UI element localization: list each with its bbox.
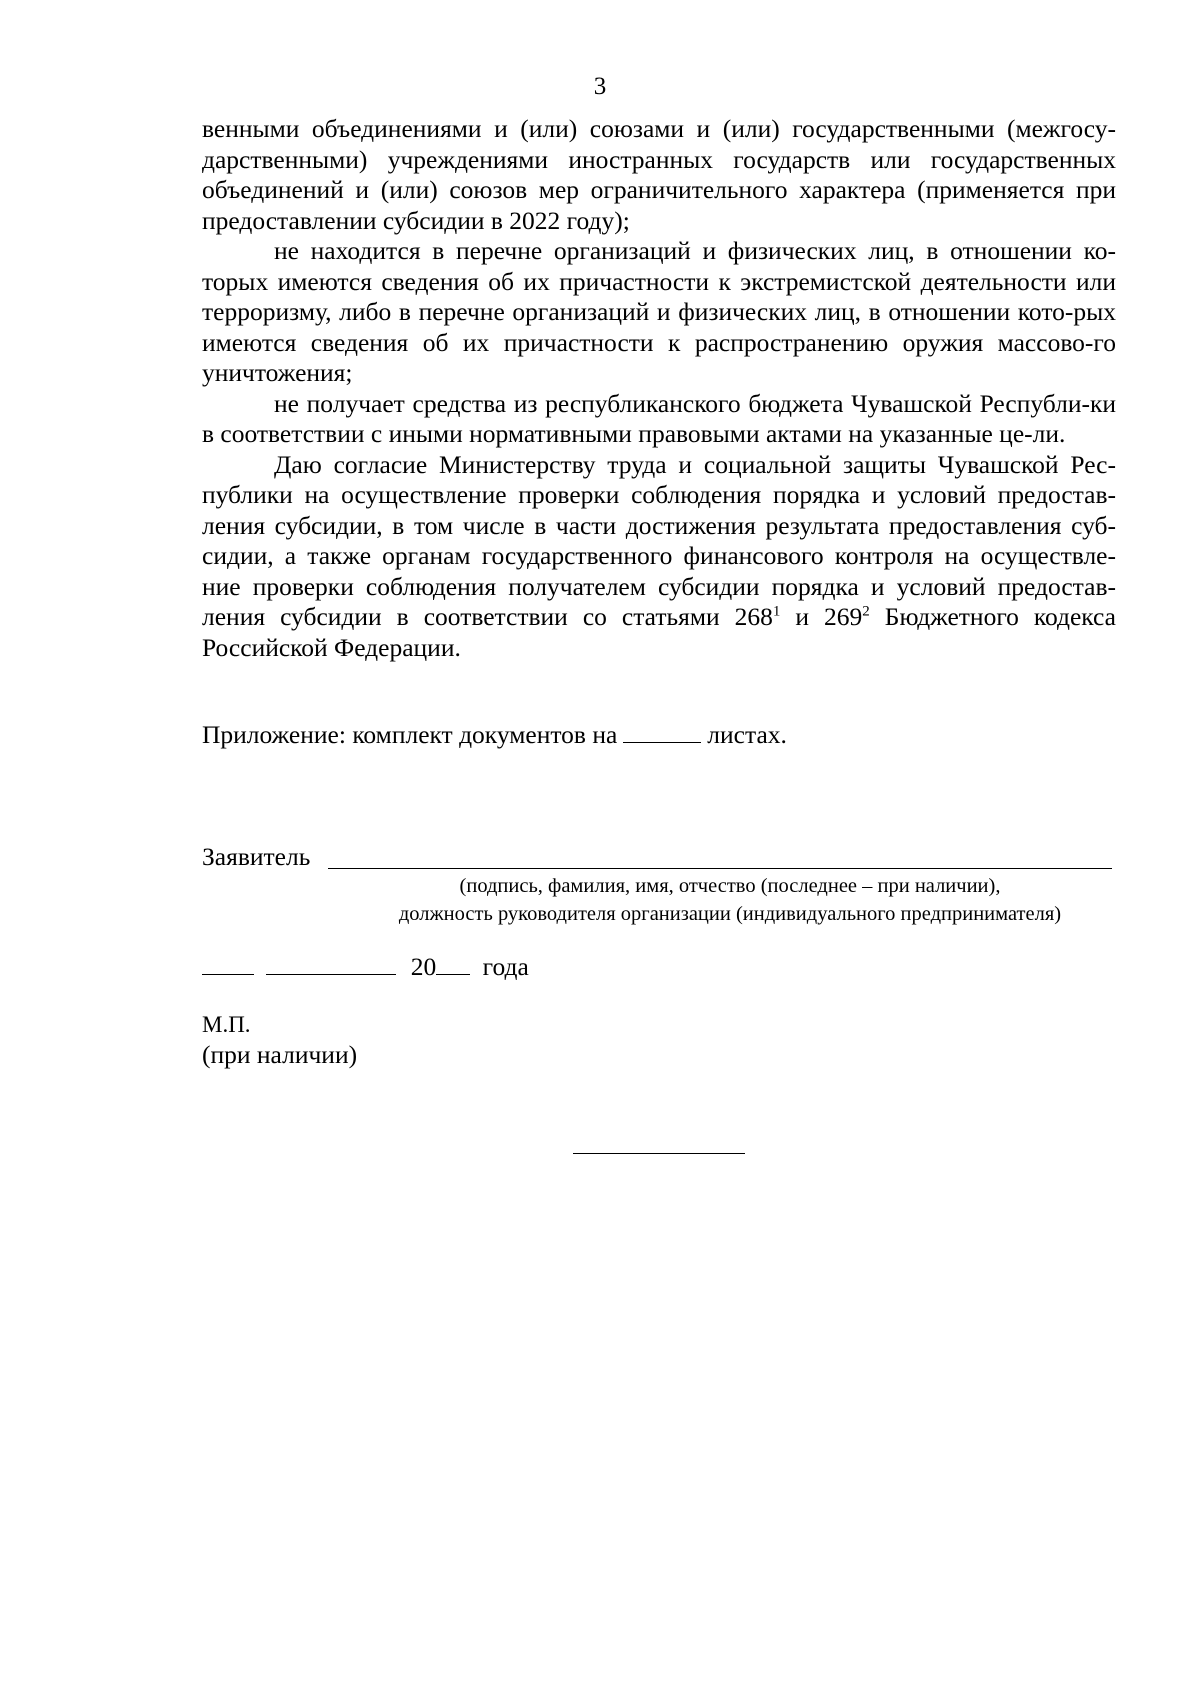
applicant-signature-line[interactable]: [328, 868, 1112, 869]
consent-text-after: Бюджетного кодекса Российской Федерации.: [202, 602, 1116, 662]
paragraph-no-other-funds: не получает средства из республиканского бюджета Чувашской Республи-ки в соответствии с иными нормативными правовыми актами на указанные це-ли.: [202, 388, 1116, 448]
attachment-label: Приложение: комплект документов на: [202, 720, 618, 749]
date-suffix: года: [482, 952, 529, 981]
signature-caption: [300, 872, 1160, 928]
date-year-blank[interactable]: [436, 952, 470, 975]
document-body: [202, 114, 1116, 663]
page-number: 3: [593, 73, 607, 100]
applicant-label: Заявитель: [202, 842, 311, 871]
attachment-line: [202, 720, 787, 750]
footnote-sup-269: 2: [862, 603, 870, 620]
footnote-sup-268: 1: [772, 603, 781, 620]
signature-caption-line-1: (подпись, фамилия, имя, отчество (последнее – при наличии),: [459, 875, 1001, 897]
stamp-label: М.П.: [202, 1012, 251, 1037]
date-century: 20: [410, 952, 437, 981]
date-month-blank[interactable]: [266, 952, 396, 975]
paragraph-restrictions: венными объединениями и (или) союзами и (или) государственными (межгосу-дарственными) учреждениями иностранных государств или государственных объединений и (или) союзов мер ограничительного характера (применяется при предоставлении субсидии в 2022 году);: [202, 114, 1116, 235]
date-day-blank[interactable]: [202, 952, 254, 975]
consent-text: Даю согласие Министерству труда и социальной защиты Чувашской Рес-публики на осуществление проверки соблюдения порядка и условий предостав-ления субсидии, в том числе в части достижения результата предоставления суб-сидии, а также органам государственного финансового контроля на осуществле-ние проверки соблюдения получателем субсидии порядка и условий предостав-ления субсидии в соответствии со статьями 268: [202, 449, 1116, 631]
paragraph-consent: [202, 450, 1116, 664]
consent-text-between: и 269: [780, 602, 863, 631]
attachment-suffix: листах.: [707, 720, 787, 749]
end-divider: [573, 1153, 745, 1154]
date-line: [202, 952, 529, 982]
paragraph-extremism-list: не находится в перечне организаций и физических лиц, в отношении ко-торых имеются сведения об их причастности к экстремистской деятельности или терроризму, либо в перечне организаций и физических лиц, в отношении кото-рых имеются сведения об их причастности к распространению оружия массово-го уничтожения;: [202, 236, 1116, 387]
sheet-count-blank[interactable]: [623, 722, 701, 743]
stamp-note: (при наличии): [202, 1040, 358, 1069]
signature-caption-line-2: должность руководителя организации (индивидуального предпринимателя): [398, 903, 1062, 925]
